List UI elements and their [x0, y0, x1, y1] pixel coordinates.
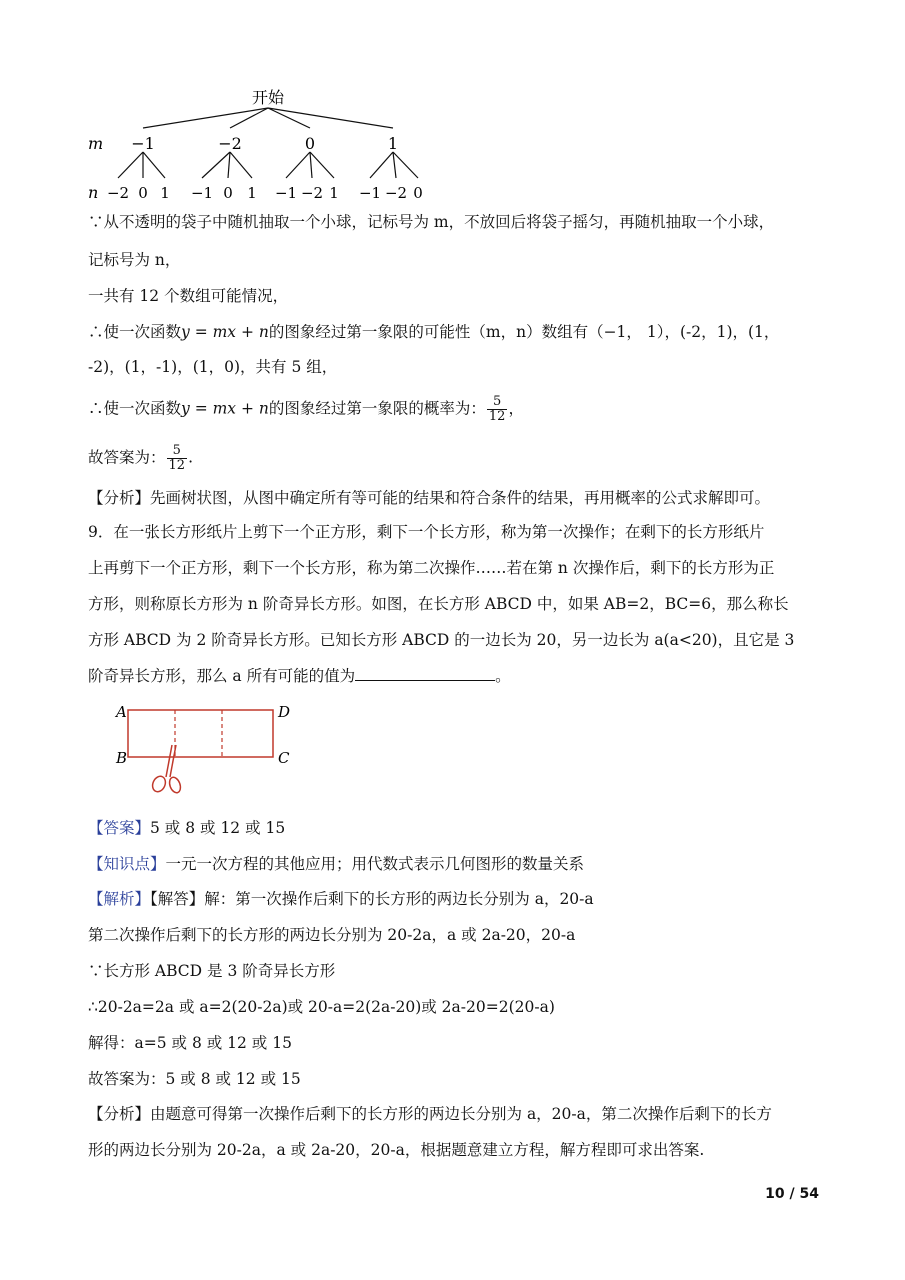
question-line: 上再剪下一个正方形，剩下一个长方形，称为第二次操作……若在第 n 次操作后，剩下的长方形为正 [88, 559, 775, 577]
tree-m-1: −1 [131, 134, 155, 153]
solution-line: ∴20-2a=2a 或 a=2(20-2a)或 20-a=2(2a-20)或 2a-20=2(20-a) [88, 998, 555, 1016]
vertex-label-a: A [116, 703, 127, 721]
vertex-label-b: B [116, 749, 128, 767]
solution-line: 故答案为：5 或 8 或 12 或 15 [88, 1070, 301, 1088]
rectangle-abcd [128, 710, 273, 757]
tree-n: −2 [106, 184, 130, 202]
solution-text: 解：第一次操作后剩下的长方形的两边长分别为 a，20-a [204, 890, 594, 908]
fraction-denominator: 12 [168, 458, 186, 473]
solution-tag: 【解析】 [88, 890, 151, 908]
text-span: 的图象经过第一象限的概率为： [268, 399, 486, 418]
math-expression: y = mx + n [181, 323, 269, 341]
fraction-denominator: 12 [488, 409, 506, 424]
text-span: . [188, 448, 193, 467]
text-span: 故答案为： [88, 448, 166, 467]
tree-root: 开始 [251, 88, 285, 107]
knowledge-tag: 【知识点】 [88, 855, 166, 873]
analysis-tag: 【分析】 [88, 1105, 151, 1123]
text-span: ∴使一次函数 [88, 323, 182, 341]
analysis-text: 先画树状图，从图中确定所有等可能的结果和符合条件的结果，再用概率的公式求解即可。 [150, 489, 771, 507]
tree-diagram [80, 80, 440, 205]
analysis-tag: 【分析】 [88, 489, 151, 507]
tree-m-3: 0 [304, 134, 316, 153]
fraction-numerator: 5 [487, 395, 508, 410]
text-line: ∵从不透明的袋子中随机抽取一个小球，记标号为 m，不放回后将袋子摇匀，再随机抽取一个小球， [88, 213, 775, 231]
fraction [167, 444, 188, 473]
fraction [487, 395, 508, 424]
answer-text: 5 或 8 或 12 或 15 [150, 819, 286, 837]
tree-n: 1 [247, 184, 257, 202]
text-line [88, 322, 779, 342]
answer-tag: 【答案】 [88, 819, 151, 837]
tree-n-label: n [88, 183, 99, 202]
text-line: 记标号为 n， [88, 251, 181, 269]
text-line [88, 395, 524, 424]
solution-line: ∵长方形 ABCD 是 3 阶奇异长方形 [88, 962, 336, 980]
tree-n: −1 [274, 184, 298, 202]
solution-subtag: 【解答】 [150, 890, 205, 908]
question-line: 方形 ABCD 为 2 阶奇异长方形。已知长方形 ABCD 的一边长为 20，另一边长为 a(a<20)，且它是 3 [88, 631, 795, 649]
math-expression: y = mx + n [181, 399, 269, 418]
question-line [88, 666, 511, 686]
analysis-line [88, 488, 770, 508]
text-line [88, 444, 193, 473]
tree-n: 0 [138, 184, 148, 202]
text-span: ， [508, 399, 524, 418]
tree-n: 0 [413, 184, 423, 202]
tree-n: 0 [223, 184, 233, 202]
vertex-label-c: C [278, 749, 290, 767]
text-span: 。 [495, 667, 511, 685]
text-line: -2)，(1，-1)，(1，0)，共有 5 组， [88, 358, 338, 376]
solution-line: 第二次操作后剩下的长方形的两边长分别为 20-2a，a 或 2a-20，20-a [88, 926, 576, 944]
text-line: 一共有 12 个数组可能情况， [88, 287, 289, 305]
vertex-label-d: D [278, 703, 291, 721]
tree-n: −2 [384, 184, 408, 202]
knowledge-line [88, 854, 584, 874]
question-line: 9．在一张长方形纸片上剪下一个正方形，剩下一个长方形，称为第一次操作；在剩下的长方形纸片 [88, 523, 765, 541]
question-line: 方形，则称原长方形为 n 阶奇异长方形。如图，在长方形 ABCD 中，如果 AB=2，BC=6，那么称长 [88, 595, 789, 613]
solution-line: 解得：a=5 或 8 或 12 或 15 [88, 1034, 292, 1052]
scissors-icon [150, 745, 182, 794]
tree-m-label: m [88, 134, 104, 153]
tree-n: −1 [358, 184, 382, 202]
analysis-line [88, 1104, 772, 1124]
page-number: 10 / 54 [765, 1186, 819, 1202]
tree-m-4: 1 [387, 134, 399, 153]
text-span: ∴使一次函数 [88, 399, 182, 418]
answer-line [88, 818, 285, 838]
answer-blank [355, 666, 495, 681]
fraction-numerator: 5 [167, 444, 188, 459]
solution-line [88, 889, 594, 909]
tree-n: 1 [329, 184, 339, 202]
tree-n: −2 [300, 184, 324, 202]
analysis-text: 由题意可得第一次操作后剩下的长方形的两边长分别为 a，20-a，第二次操作后剩下的长方 [150, 1105, 772, 1123]
rectangle-figure [110, 695, 300, 805]
analysis-line: 形的两边长分别为 20-2a，a 或 2a-20，20-a，根据题意建立方程，解方程即可求出答案. [88, 1141, 705, 1159]
tree-n: 1 [160, 184, 170, 202]
tree-m-2: −2 [218, 134, 242, 153]
text-span: 阶奇异长方形，那么 a 所有可能的值为 [88, 667, 356, 685]
tree-n: −1 [190, 184, 214, 202]
knowledge-text: 一元一次方程的其他应用；用代数式表示几何图形的数量关系 [165, 855, 585, 873]
text-span: 的图象经过第一象限的可能性（m，n）数组有（−1， 1），(-2，1)，(1， [268, 323, 780, 341]
